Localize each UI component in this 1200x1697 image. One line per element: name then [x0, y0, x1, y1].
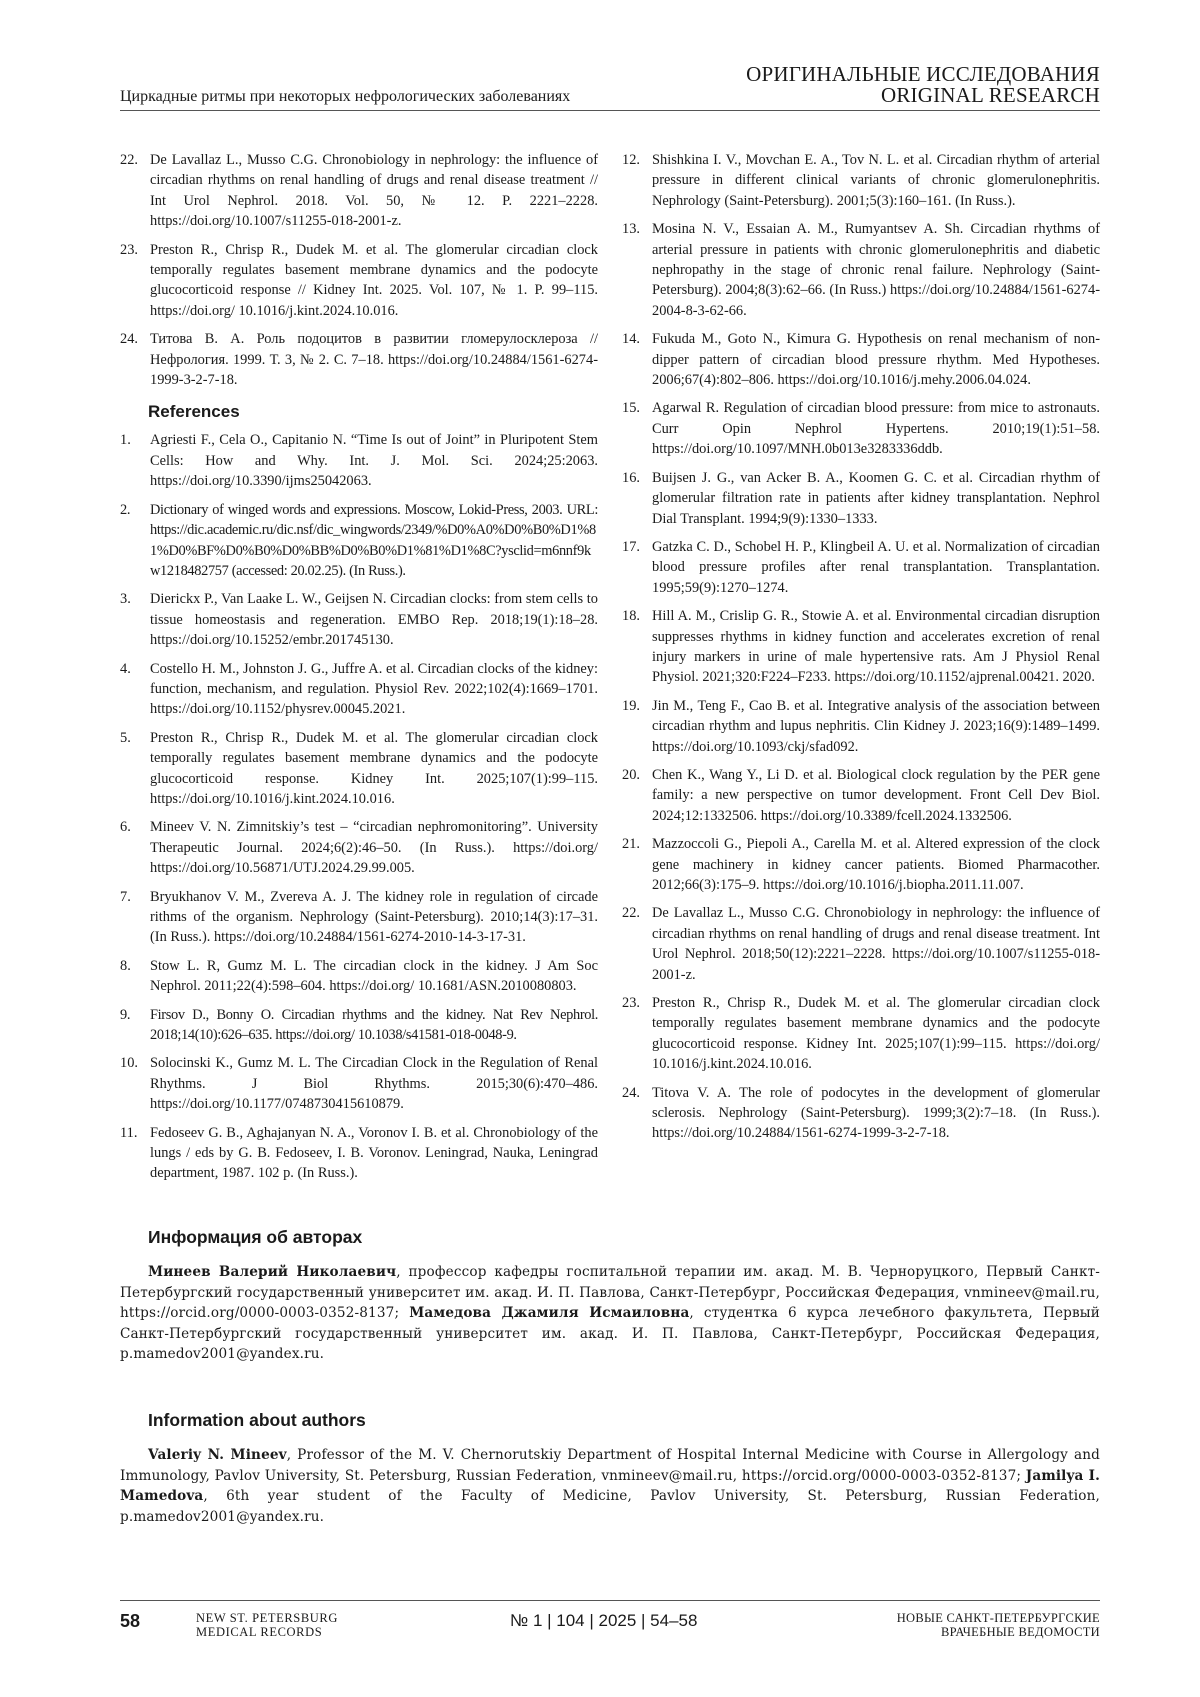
reference-item: 13. Mosina N. V., Essaian A. M., Rumyantsev A. Sh. Circadian rhythms of arterial pressure in patients with chronic glomerulonephritis and diabetic nephropathy in the stage of chronic renal failure. Nephrology (Saint-Petersburg). 2004;8(3):62–66. (In Russ.) https://doi.org/10.24884/1561-6274-2004-8-3-62-66.: [622, 219, 1100, 321]
page-number: 58: [120, 1611, 140, 1632]
references-heading: References: [148, 402, 598, 422]
reference-item: 14. Fukuda M., Goto N., Kimura G. Hypothesis on renal mechanism of non-dipper pattern of circadian blood pressure rhythm. Med Hypotheses. 2006;67(4):802–806. https://doi.org/10.1016/j.mehy.2006.04.024.: [622, 329, 1100, 390]
author-name: Мамедова Джамиля Исмаиловна: [409, 1305, 689, 1321]
authors-info-heading-en: Information about authors: [148, 1410, 366, 1431]
reference-item: 3. Dierickx P., Van Laake L. W., Geijsen N. Circadian clocks: from stem cells to tissue homeostasis and regeneration. EMBO Rep. 2018;19(1):18–28. https://doi.org/10.15252/embr.201745130.: [120, 589, 598, 650]
running-header: [120, 64, 1100, 111]
reference-item: 2. Dictionary of winged words and expressions. Moscow, Lokid-Press, 2003. URL: https://dic.academic.ru/dic.nsf/dic_wingwords/2349/%D0%A0%D0%B0%D1%81%D0%BF%D0%B0%D0%BB%D0%B0%D1%81%D1%8C?ysclid=m6nnf9kw1218482757 (accessed: 20.02.25). (In Russ.).: [120, 500, 598, 582]
reference-item: 19. Jin M., Teng F., Cao B. et al. Integrative analysis of the association between circadian rhythm and lupus nephritis. Clin Kidney J. 2023;16(9):1489–1499. https://doi.org/10.1093/ckj/sfad092.: [622, 696, 1100, 757]
reference-item: 21. Mazzoccoli G., Piepoli A., Carella M. et al. Altered expression of the clock gene machinery in kidney cancer patients. Biomed Pharmacother. 2012;66(3):175–9. https://doi.org/10.1016/j.biopha.2011.11.007.: [622, 834, 1100, 895]
reference-item: 7. Bryukhanov V. M., Zvereva A. J. The kidney role in regulation of circade rithms of the organism. Nephrology (Saint-Petersburg). 2010;14(3):17–31. (In Russ.). https://doi.org/10.24884/1561-6274-2010-14-3-17-31.: [120, 887, 598, 948]
journal-name-ru: НОВЫЕ САНКТ-ПЕТЕРБУРГСКИЕ ВРАЧЕБНЫЕ ВЕДОМОСТИ: [897, 1611, 1100, 1639]
authors-info-en: Valeriy N. Mineev, Professor of the M. V. Chernorutskiy Department of Hospital Internal Medicine with Course in Allergology and Immunology, Pavlov University, St. Petersburg, Russian Federation, vnmineev@mail.ru, https://orcid.org/0000-0003-0352-8137; Jamilya I. Mamedova, 6th year student of the Faculty of Medicine, Pavlov University, St. Petersburg, Russian Federation, p.mamedov2001@yandex.ru.: [120, 1445, 1100, 1527]
running-title: Циркадные ритмы при некоторых нефрологических заболеваниях: [120, 88, 570, 106]
reference-item: 22. De Lavallaz L., Musso C.G. Chronobiology in nephrology: the influence of circadian rhythms on renal handling of drugs and renal disease treatment // Int Urol Nephrol. 2018. Vol. 50, № 12. P. 2221–2228. https://doi.org/10.1007/s11255-018-2001-z.: [120, 150, 598, 232]
reference-item: 11. Fedoseev G. B., Aghajanyan N. A., Voronov I. B. et al. Chronobiology of the lungs / eds by G. B. Fedoseev, I. B. Voronov. Leningrad, Nauka, Leningrad department, 1987. 102 p. (In Russ.).: [120, 1123, 598, 1184]
left-column: [120, 150, 598, 1192]
right-column: [622, 150, 1100, 1152]
reference-item: 8. Stow L. R, Gumz M. L. The circadian clock in the kidney. J Am Soc Nephrol. 2011;22(4):598–604. https://doi.org/ 10.1681/ASN.2010080803.: [120, 956, 598, 997]
reference-list: [120, 430, 598, 1183]
authors-info-ru: Минеев Валерий Николаевич, профессор кафедры госпитальной терапии им. акад. М. В. Черноруцкого, Первый Санкт-Петербургский государственный университет им. акад. И. П. Павлова, Санкт-Петербург, Российская Федерация, vnmineev@mail.ru, https://orcid.org/0000-0003-0352-8137; Мамедова Джамиля Исмаиловна, студентка 6 курса лечебного факультета, Первый Санкт-Петербургский государственный университет им. акад. И. П. Павлова, Санкт-Петербург, Российская Федерация, p.mamedov2001@yandex.ru.: [120, 1262, 1100, 1365]
author-name: Jamilya I. Mamedova: [120, 1468, 1100, 1505]
author-name: Минеев Валерий Николаевич: [148, 1264, 396, 1280]
section-label-en: ORIGINAL RESEARCH: [746, 85, 1100, 106]
reference-item: 6. Mineev V. N. Zimnitskiy’s test – “circadian nephromonitoring”. University Therapeutic Journal. 2024;6(2):46–50. (In Russ.). https://doi.org/ https://doi.org/10.56871/UTJ.2024.29.99.005.: [120, 817, 598, 878]
author-name: Valeriy N. Mineev: [148, 1447, 287, 1463]
reference-item: 23. Preston R., Chrisp R., Dudek M. et al. The glomerular circadian clock temporally regulates basement membrane dynamics and the podocyte glucocorticoid response. Kidney Int. 2025;107(1):99–115. https://doi.org/ 10.1016/j.kint.2024.10.016.: [622, 993, 1100, 1075]
reference-item: 4. Costello H. M., Johnston J. G., Juffre A. et al. Circadian clocks of the kidney: function, mechanism, and regulation. Physiol Rev. 2022;102(4):1669–1701. https://doi.org/10.1152/physrev.00045.2021.: [120, 659, 598, 720]
russian-reference-list-tail: [120, 150, 598, 390]
reference-list-continued: [622, 150, 1100, 1144]
journal-name-en: NEW ST. PETERSBURG MEDICAL RECORDS: [196, 1611, 338, 1639]
reference-item: 24. Титова В. А. Роль подоцитов в развитии гломерулосклероза // Нефрология. 1999. Т. 3, № 2. С. 7–18. https://doi.org/10.24884/1561-6274-1999-3-2-7-18.: [120, 329, 598, 390]
reference-item: 9. Firsov D., Bonny O. Circadian rhythms and the kidney. Nat Rev Nephrol. 2018;14(10):626–635. https://doi.org/ 10.1038/s41581-018-0048-9.: [120, 1005, 598, 1046]
reference-item: 1. Agriesti F., Cela O., Capitanio N. “Time Is out of Joint” in Pluripotent Stem Cells: How and Why. Int. J. Mol. Sci. 2024;25:2063. https://doi.org/10.3390/ijms25042063.: [120, 430, 598, 491]
reference-item: 22. De Lavallaz L., Musso C.G. Chronobiology in nephrology: the influence of circadian rhythms on renal handling of drugs and renal disease treatment. Int Urol Nephrol. 2018;50(12):2221–2228. https://doi.org/10.1007/s11255-018-2001-z.: [622, 903, 1100, 985]
reference-item: 17. Gatzka C. D., Schobel H. P., Klingbeil A. U. et al. Normalization of circadian blood pressure profiles after renal transplantation. Transplantation. 1995;59(9):1270–1274.: [622, 537, 1100, 598]
section-label: [746, 64, 1100, 106]
issue-info: № 1 | 104 | 2025 | 54–58: [510, 1611, 697, 1631]
reference-item: 18. Hill A. M., Crislip G. R., Stowie A. et al. Environmental circadian disruption suppresses rhythms in kidney function and accelerates excretion of renal injury markers in urine of male hypertensive rats. Am J Physiol Renal Physiol. 2021;320:F224–F233. https://doi.org/10.1152/ajprenal.00421. 2020.: [622, 606, 1100, 688]
reference-item: 16. Buijsen J. G., van Acker B. A., Koomen G. C. et al. Circadian rhythm of glomerular filtration rate in patients after kidney transplantation. Nephrol Dial Transplant. 1994;9(9):1330–1333.: [622, 468, 1100, 529]
page-footer: [120, 1600, 1100, 1661]
section-label-ru: ОРИГИНАЛЬНЫЕ ИССЛЕДОВАНИЯ: [746, 64, 1100, 85]
reference-item: 20. Chen K., Wang Y., Li D. et al. Biological clock regulation by the PER gene family: a new perspective on tumor development. Front Cell Dev Biol. 2024;12:1332506. https://doi.org/10.3389/fcell.2024.1332506.: [622, 765, 1100, 826]
reference-item: 10. Solocinski K., Gumz M. L. The Circadian Clock in the Regulation of Renal Rhythms. J Biol Rhythms. 2015;30(6):470–486. https://doi.org/10.1177/0748730415610879.: [120, 1053, 598, 1114]
reference-item: 23. Preston R., Chrisp R., Dudek M. et al. The glomerular circadian clock temporally regulates basement membrane dynamics and the podocyte glucocorticoid response // Kidney Int. 2025. Vol. 107, № 1. P. 99–115. https://doi.org/ 10.1016/j.kint.2024.10.016.: [120, 240, 598, 322]
reference-item: 12. Shishkina I. V., Movchan E. A., Tov N. L. et al. Circadian rhythm of arterial pressure in different clinical variants of chronic glomerulonephritis. Nephrology (Saint-Petersburg). 2001;5(3):160–161. (In Russ.).: [622, 150, 1100, 211]
reference-item: 24. Titova V. A. The role of podocytes in the development of glomerular sclerosis. Nephrology (Saint-Petersburg). 1999;3(2):7–18. (In Russ.). https://doi.org/10.24884/1561-6274-1999-3-2-7-18.: [622, 1083, 1100, 1144]
authors-info-heading-ru: Информация об авторах: [148, 1227, 362, 1248]
reference-item: 15. Agarwal R. Regulation of circadian blood pressure: from mice to astronauts. Curr Opin Nephrol Hypertens. 2010;19(1):51–58. https://doi.org/10.1097/MNH.0b013e3283336ddb.: [622, 398, 1100, 459]
reference-item: 5. Preston R., Chrisp R., Dudek M. et al. The glomerular circadian clock temporally regulates basement membrane dynamics and the podocyte glucocorticoid response. Kidney Int. 2025;107(1):99–115. https://doi.org/10.1016/j.kint.2024.10.016.: [120, 728, 598, 810]
